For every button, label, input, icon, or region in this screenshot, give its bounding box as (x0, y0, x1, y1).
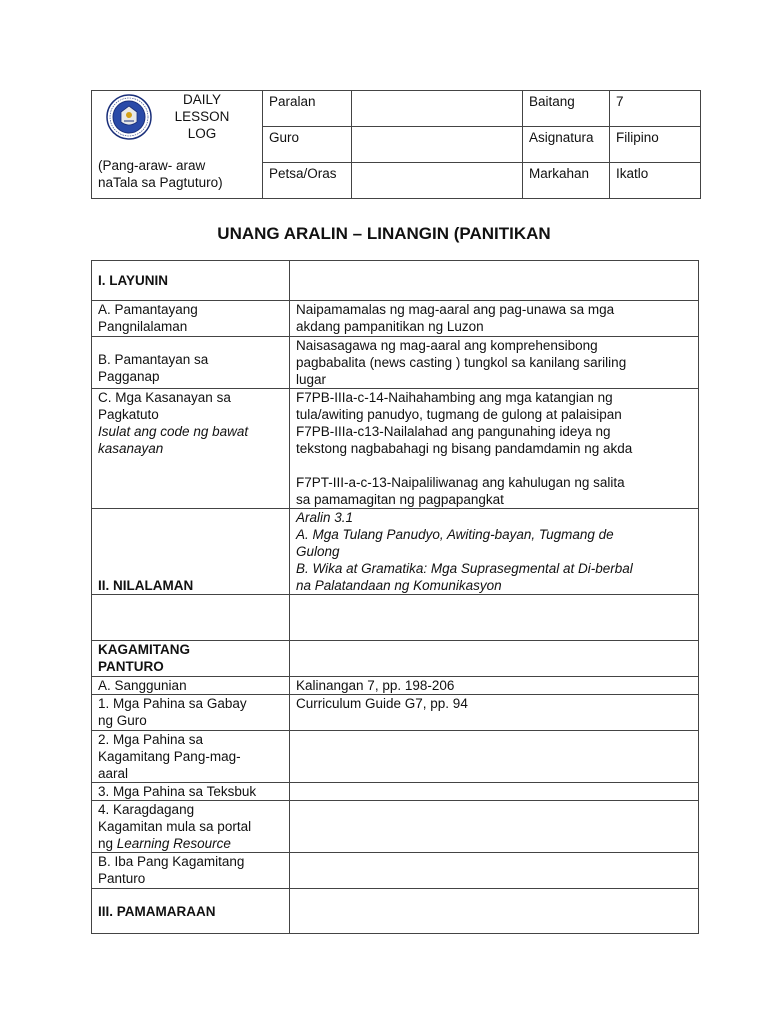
label-line: C. Mga Kasanayan sa (98, 390, 231, 405)
label-text: Learning Resource (116, 836, 231, 851)
value-line: Naisasagawa ng mag-aaral ang komprehensibong (296, 338, 598, 353)
sanggunian-value[interactable]: Kalinangan 7, pp. 198-206 (290, 677, 699, 695)
table-row (92, 695, 699, 731)
sanggunian-label: A. Sanggunian (92, 677, 290, 695)
kagamitang-pang-mag-aaral-label (92, 731, 290, 783)
label-line: Pagganap (98, 369, 160, 384)
label-line (98, 835, 283, 852)
lesson-table (91, 260, 699, 934)
table-row (92, 801, 699, 853)
empty-cell[interactable] (290, 595, 699, 641)
petsa-oras-label: Petsa/Oras (263, 163, 352, 199)
value-line: sa pamamagitan ng pagpapangkat (296, 492, 504, 507)
label-line: ng Guro (98, 713, 147, 728)
header-table (91, 90, 701, 199)
label-line: KAGAMITANG (98, 642, 190, 657)
table-row (92, 853, 699, 889)
table-row (92, 301, 699, 337)
kagamitang-pang-mag-aaral-value[interactable] (290, 731, 699, 783)
log-title (158, 91, 246, 142)
kagamitang-panturo-value[interactable] (290, 641, 699, 677)
label-line: aaral (98, 766, 129, 781)
guro-label: Guro (263, 127, 352, 163)
paralan-value[interactable] (352, 91, 523, 127)
logo-cell (92, 91, 263, 199)
table-row (92, 389, 699, 509)
kasanayan-sa-pagkatuto-label (92, 389, 290, 509)
learning-resource-value[interactable] (290, 801, 699, 853)
asignatura-value[interactable]: Filipino (610, 127, 701, 163)
learning-resource-label (92, 801, 290, 853)
kasanayan-sa-pagkatuto-value[interactable] (290, 389, 699, 509)
pamantayang-pangnilalaman-label (92, 301, 290, 337)
log-title-line: LOG (187, 126, 217, 141)
value-line: tekstong nagbabahagi ng bisang pandamdamin ng akda (296, 441, 633, 456)
label-line: Pagkatuto (98, 407, 159, 422)
nilalaman-heading: II. NILALAMAN (92, 509, 290, 595)
pamantayan-sa-pagganap-label (92, 337, 290, 389)
label-line: kasanayan (98, 441, 164, 456)
label-line: 4. Karagdagang (98, 802, 195, 817)
label-line: A. Pamantayang (98, 302, 198, 317)
log-title-line: DAILY (182, 92, 221, 107)
label-line: PANTURO (98, 659, 164, 674)
asignatura-label: Asignatura (523, 127, 610, 163)
table-row (92, 509, 699, 595)
log-subtitle (98, 157, 258, 191)
value-line: Aralin 3.1 (296, 510, 354, 525)
teksbuk-value[interactable] (290, 783, 699, 801)
baitang-value[interactable]: 7 (610, 91, 701, 127)
markahan-label: Markahan (523, 163, 610, 199)
value-line: na Palatandaan ng Komunikasyon (296, 578, 502, 593)
pamamaraan-heading: III. PAMAMARAAN (92, 889, 290, 934)
value-line: F7PT-III-a-c-13-Naipaliliwanag ang kahulugan ng salita (296, 475, 625, 490)
table-row (92, 641, 699, 677)
value-line: A. Mga Tulang Panudyo, Awiting-bayan, Tugmang de (296, 527, 614, 542)
log-subtitle-line: naTala sa Pagtuturo) (98, 175, 223, 190)
value-line: akdang pampanitikan ng Luzon (296, 319, 484, 334)
header-row-1 (92, 91, 701, 127)
gabay-ng-guro-label (92, 695, 290, 731)
log-subtitle-line: (Pang-araw- araw (98, 158, 206, 173)
table-row (92, 889, 699, 934)
spacer (296, 457, 692, 474)
deped-seal-logo (106, 94, 152, 140)
iba-pang-kagamitan-label (92, 853, 290, 889)
table-row (92, 595, 699, 641)
label-line: Kagamitan mula sa portal (98, 819, 252, 834)
pamantayan-sa-pagganap-value[interactable] (290, 337, 699, 389)
label-line: B. Iba Pang Kagamitang (98, 854, 245, 869)
petsa-oras-value[interactable] (352, 163, 523, 199)
value-line: lugar (296, 372, 327, 387)
table-row (92, 783, 699, 801)
label-line: Kagamitang Pang-mag- (98, 749, 241, 764)
iba-pang-kagamitan-value[interactable] (290, 853, 699, 889)
value-line: pagbabalita (news casting ) tungkol sa kanilang sariling (296, 355, 627, 370)
value-line: B. Wika at Gramatika: Mga Suprasegmental at Di-berbal (296, 561, 633, 576)
table-row (92, 337, 699, 389)
log-title-line: LESSON (174, 109, 230, 124)
table-row (92, 677, 699, 695)
table-row (92, 261, 699, 301)
label-line: B. Pamantayan sa (98, 352, 209, 367)
label-text: ng (98, 836, 117, 851)
paralan-label: Paralan (263, 91, 352, 127)
value-line: tula/awiting panudyo, tugmang de gulong at palaisipan (296, 407, 622, 422)
baitang-label: Baitang (523, 91, 610, 127)
table-row (92, 731, 699, 783)
value-line: Naipamamalas ng mag-aaral ang pag-unawa sa mga (296, 302, 615, 317)
nilalaman-value[interactable] (290, 509, 699, 595)
label-line: 2. Mga Pahina sa (98, 732, 204, 747)
teksbuk-label: 3. Mga Pahina sa Teksbuk (92, 783, 290, 801)
label-line: Pangnilalaman (98, 319, 188, 334)
value-line: F7PB-IIIa-c-14-Naihahambing ang mga katangian ng (296, 390, 613, 405)
value-line: Gulong (296, 544, 340, 559)
pamantayang-pangnilalaman-value[interactable] (290, 301, 699, 337)
guro-value[interactable] (352, 127, 523, 163)
value-line: F7PB-IIIa-c13-Nailalahad ang pangunahing ideya ng (296, 424, 611, 439)
gabay-ng-guro-value[interactable]: Curriculum Guide G7, pp. 94 (290, 695, 699, 731)
pamamaraan-value[interactable] (290, 889, 699, 934)
label-line: 1. Mga Pahina sa Gabay (98, 696, 247, 711)
document-title: UNANG ARALIN – LINANGIN (PANITIKAN (217, 224, 551, 243)
label-line: Panturo (98, 871, 146, 886)
layunin-heading: I. LAYUNIN (92, 261, 290, 301)
label-line: Isulat ang code ng bawat (98, 424, 249, 439)
empty-cell[interactable] (92, 595, 290, 641)
markahan-value[interactable]: Ikatlo (610, 163, 701, 199)
layunin-value[interactable] (290, 261, 699, 301)
kagamitang-panturo-heading (92, 641, 290, 677)
